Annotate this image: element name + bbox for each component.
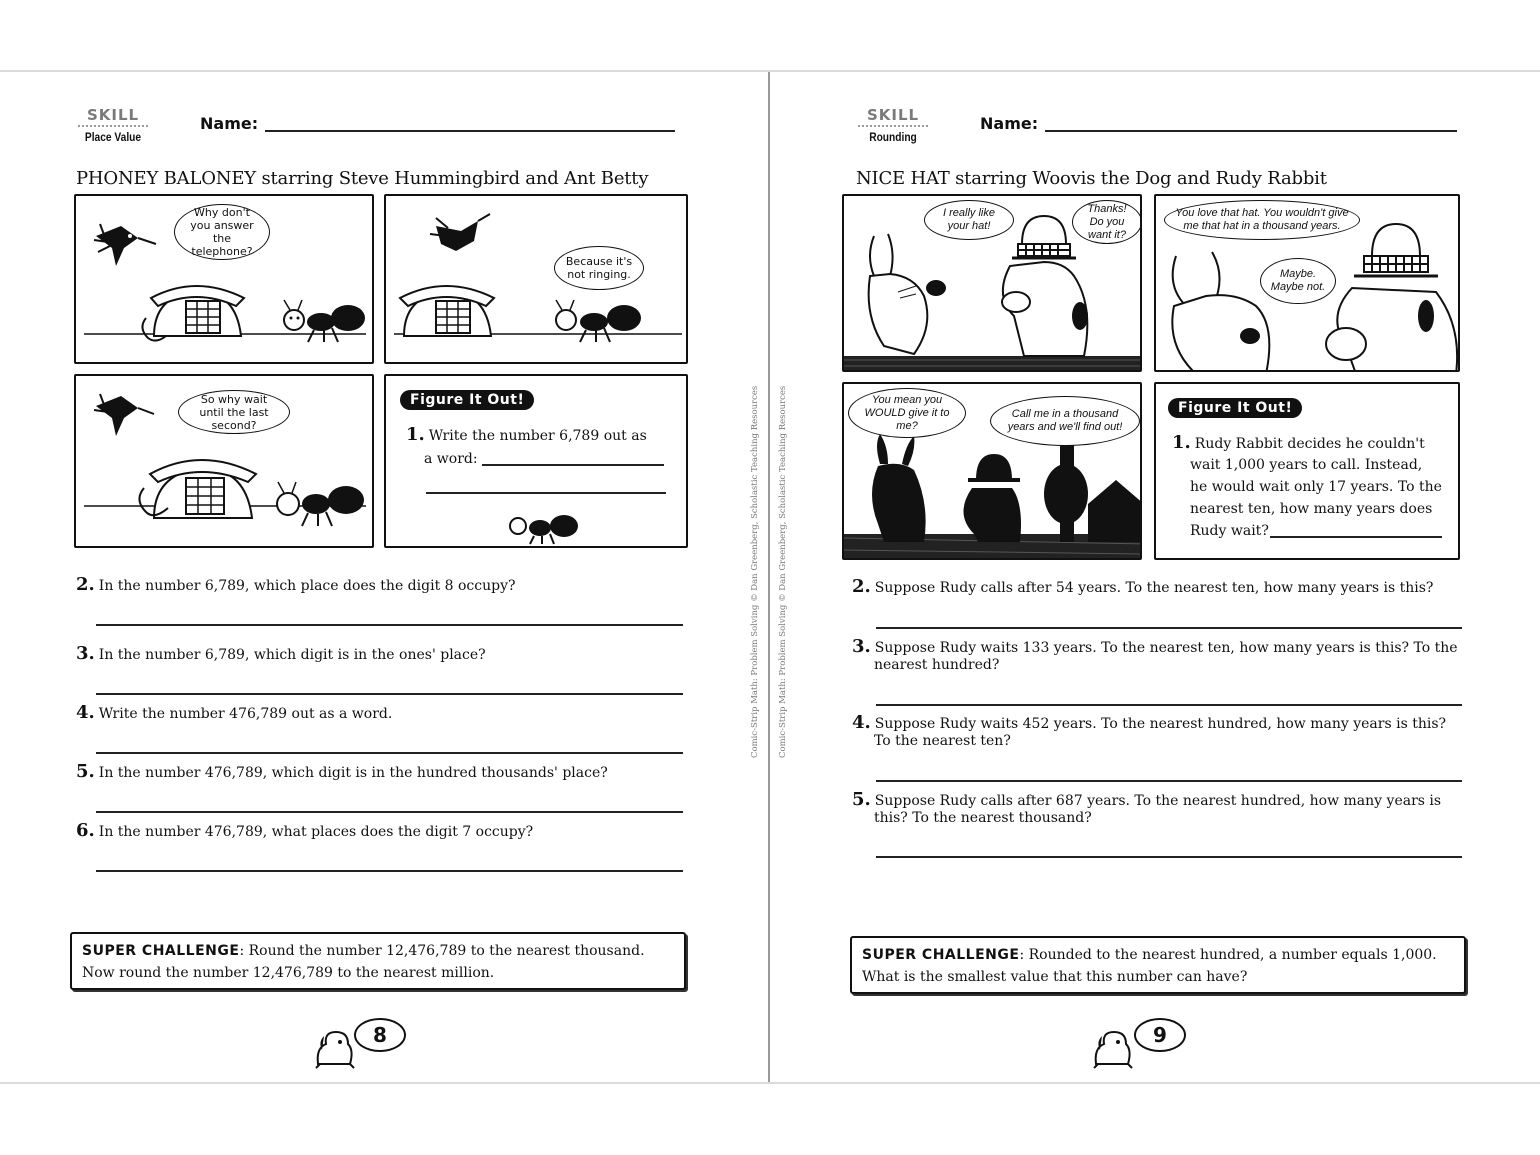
question-4 <box>76 704 686 723</box>
page-number: 8 <box>354 1018 406 1052</box>
ant-icon <box>284 300 365 342</box>
dog-with-hat-icon <box>1326 224 1457 372</box>
super-challenge-box <box>70 932 686 990</box>
skill-label: SKILL <box>858 106 928 127</box>
hummingbird-icon <box>94 224 156 266</box>
figure-it-out-badge: Figure It Out! <box>400 390 534 410</box>
fio-question <box>1172 432 1458 455</box>
answer-line[interactable] <box>96 752 683 754</box>
skill-tag <box>78 106 148 144</box>
copyright-credit: Comic-Strip Math: Problem Solving © Dan Greenberg, Scholastic Teaching Resources <box>778 385 788 758</box>
question-text: Suppose Rudy waits 452 years. To the nearest hundred, how many years is this? To the nearest ten? <box>874 716 1447 749</box>
question-text: In the number 6,789, which place does the digit 8 occupy? <box>98 578 516 594</box>
copyright-credit: Comic-Strip Math: Problem Solving © Dan Greenberg, Scholastic Teaching Resources <box>750 385 760 758</box>
ant-icon <box>504 506 584 546</box>
tree-icon <box>1044 444 1088 542</box>
question-number: 5. <box>852 789 871 810</box>
name-label: Name: <box>200 114 259 133</box>
hummingbird-icon <box>430 214 490 251</box>
speech-bubble: You love that hat. You wouldn't give me that hat in a thousand years. <box>1164 200 1360 240</box>
rabbit-icon <box>869 234 946 354</box>
speech-bubble: Maybe. Maybe not. <box>1260 258 1336 304</box>
skill-topic: Place Value <box>84 130 142 144</box>
question-number: 4. <box>76 702 95 723</box>
fio-text-line-1: Rudy Rabbit decides he couldn't <box>1194 436 1425 452</box>
skill-label: SKILL <box>78 106 148 127</box>
telephone-icon <box>142 286 244 341</box>
question-number: 3. <box>76 643 95 664</box>
question-text: Suppose Rudy waits 133 years. To the nearest ten, how many years is this? To the nearest hundred? <box>874 640 1458 673</box>
answer-line[interactable] <box>876 780 1462 782</box>
question-number: 6. <box>76 820 95 841</box>
answer-line[interactable] <box>96 870 683 872</box>
hummingbird-icon <box>94 394 154 436</box>
super-challenge-box <box>850 936 1466 994</box>
answer-line[interactable] <box>426 492 666 494</box>
question-3 <box>76 645 686 664</box>
comic-panel-2 <box>384 194 688 364</box>
super-challenge-text-2: Now round the number 12,476,789 to the nearest million. <box>82 965 495 981</box>
fio-text-line-5: Rudy wait? <box>1190 523 1269 539</box>
super-challenge-text-2: What is the smallest value that this number can have? <box>862 969 1248 985</box>
question-text: In the number 476,789, which digit is in the hundred thousands' place? <box>98 765 608 781</box>
house-icon <box>1088 480 1142 542</box>
super-challenge-label: SUPER CHALLENGE <box>862 947 1020 963</box>
question-number: 3. <box>852 636 871 657</box>
strip-title: NICE HAT starring Woovis the Dog and Rudy Rabbit <box>856 168 1327 189</box>
ant-icon <box>277 482 364 526</box>
hummingbird-ant-phone-illustration <box>386 196 688 364</box>
question-3 <box>852 638 1462 674</box>
dog-silhouette-icon <box>963 454 1021 542</box>
answer-line[interactable] <box>96 811 683 813</box>
question-5 <box>76 763 686 782</box>
fio-text-line-1: Write the number 6,789 out as <box>428 428 647 444</box>
speech-bubble: You mean you WOULD give it to me? <box>848 388 966 438</box>
dog-mascot-icon <box>310 1024 360 1070</box>
answer-line[interactable] <box>876 704 1462 706</box>
ant-icon <box>556 300 641 342</box>
question-number: 5. <box>76 761 95 782</box>
figure-it-out-panel <box>384 374 688 548</box>
name-label: Name: <box>980 114 1039 133</box>
question-number: 2. <box>76 574 95 595</box>
comic-panel-2 <box>1154 194 1460 372</box>
left-page <box>0 72 768 1086</box>
dog-mascot-icon <box>1088 1024 1138 1070</box>
figure-it-out-panel <box>1154 382 1460 560</box>
answer-line[interactable] <box>96 693 683 695</box>
answer-line[interactable] <box>482 464 664 466</box>
speech-bubble: Call me in a thousand years and we'll find out! <box>990 396 1140 446</box>
book-spread <box>0 70 1540 1084</box>
question-text: Suppose Rudy calls after 54 years. To the nearest ten, how many years is this? <box>874 580 1434 596</box>
name-field[interactable] <box>265 130 675 132</box>
speech-bubble: Why don't you answer the telephone? <box>174 204 270 260</box>
comic-panel-3 <box>74 374 374 548</box>
rabbit-silhouette-icon <box>872 434 926 542</box>
question-2 <box>76 576 686 595</box>
question-5 <box>852 791 1462 827</box>
super-challenge-text-1: : Round the number 12,476,789 to the nearest thousand. <box>239 943 645 959</box>
speech-bubble: I really like your hat! <box>924 200 1014 240</box>
question-2 <box>852 578 1462 597</box>
comic-panel-1 <box>74 194 374 364</box>
answer-line[interactable] <box>876 856 1462 858</box>
question-text: Suppose Rudy calls after 687 years. To the nearest hundred, how many years is this? To the nearest thousand? <box>874 793 1442 826</box>
name-field[interactable] <box>1045 130 1457 132</box>
dog-with-hat-icon <box>1002 216 1088 356</box>
question-number: 2. <box>852 576 871 597</box>
telephone-icon <box>400 286 494 336</box>
comic-panel-3 <box>842 382 1142 560</box>
page-number: 9 <box>1134 1018 1186 1052</box>
speech-bubble: Because it's not ringing. <box>554 246 644 290</box>
fio-text-line-3: he would wait only 17 years. To the <box>1190 479 1442 495</box>
fio-number: 1. <box>1172 432 1191 453</box>
fio-number: 1. <box>406 424 425 445</box>
comic-panel-1 <box>842 194 1142 372</box>
fio-question <box>406 424 676 447</box>
fio-text-line-2: a word: <box>424 451 478 467</box>
figure-it-out-badge: Figure It Out! <box>1168 398 1302 418</box>
question-4 <box>852 714 1462 750</box>
question-number: 4. <box>852 712 871 733</box>
book-spine <box>768 72 770 1082</box>
skill-topic: Rounding <box>869 130 917 144</box>
question-text: In the number 476,789, what places does the digit 7 occupy? <box>98 824 534 840</box>
fio-text-line-2: wait 1,000 years to call. Instead, <box>1190 457 1423 473</box>
super-challenge-text-1: : Rounded to the nearest hundred, a number equals 1,000. <box>1019 947 1437 963</box>
answer-line[interactable] <box>1270 536 1442 538</box>
speech-bubble: Thanks! Do you want it? <box>1072 200 1142 244</box>
right-page <box>770 72 1538 1086</box>
telephone-icon <box>139 460 256 518</box>
strip-title: PHONEY BALONEY starring Steve Hummingbird and Ant Betty <box>76 168 649 189</box>
question-text: In the number 6,789, which digit is in the ones' place? <box>98 647 486 663</box>
question-text: Write the number 476,789 out as a word. <box>98 706 393 722</box>
speech-bubble: So why wait until the last second? <box>178 390 290 434</box>
answer-line[interactable] <box>876 627 1462 629</box>
skill-tag <box>858 106 928 144</box>
question-6 <box>76 822 686 841</box>
super-challenge-label: SUPER CHALLENGE <box>82 943 240 959</box>
fio-text-line-4: nearest ten, how many years does <box>1190 501 1433 517</box>
answer-line[interactable] <box>96 624 683 626</box>
rabbit-icon <box>1172 252 1269 372</box>
